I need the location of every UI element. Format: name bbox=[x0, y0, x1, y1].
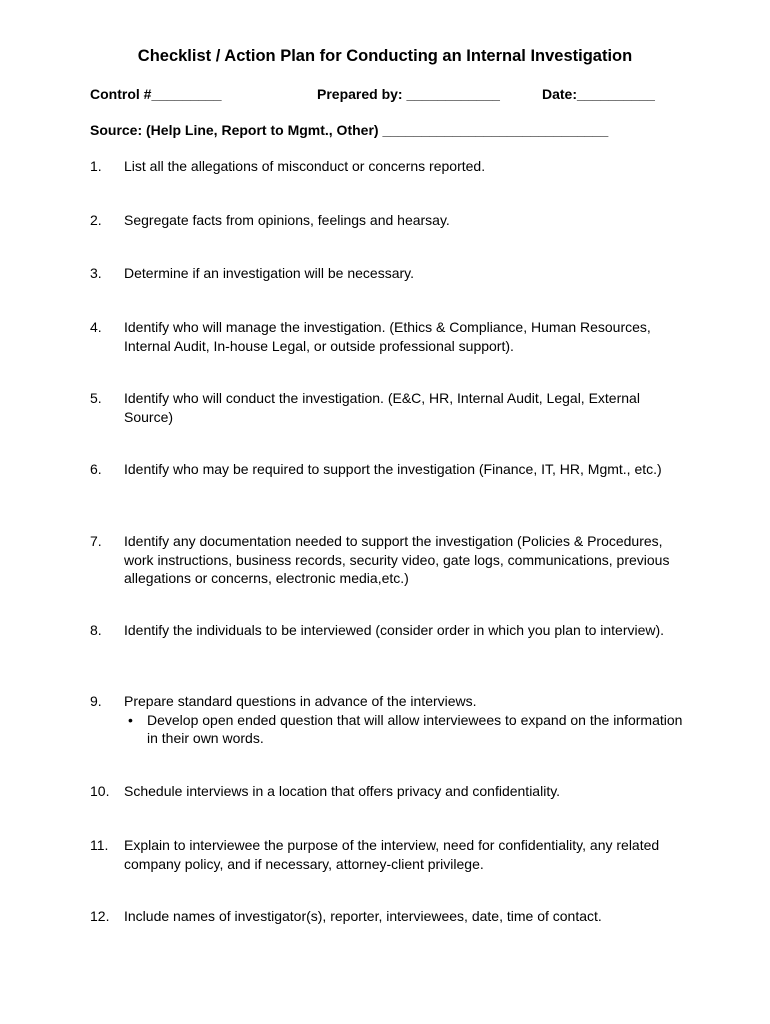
item-number: 4. bbox=[90, 319, 102, 335]
item-number: 3. bbox=[90, 265, 102, 281]
list-item bbox=[90, 389, 690, 426]
item-number: 1. bbox=[90, 158, 102, 174]
list-item bbox=[90, 211, 690, 230]
list-item bbox=[90, 907, 690, 926]
list-item bbox=[90, 460, 690, 479]
item-number: 9. bbox=[90, 693, 102, 709]
list-item bbox=[90, 836, 690, 873]
list-item bbox=[90, 318, 690, 355]
item-text: Prepare standard questions in advance of the interviews. bbox=[124, 693, 477, 709]
control-number-field: Control #_________ bbox=[90, 86, 222, 102]
bullet-icon: • bbox=[128, 711, 133, 728]
item-number: 10. bbox=[90, 783, 110, 799]
list-item bbox=[90, 532, 690, 588]
item-text: Schedule interviews in a location that offers privacy and confidentiality. bbox=[124, 783, 561, 799]
bullet-list bbox=[124, 711, 690, 748]
page-title: Checklist / Action Plan for Conducting an Internal Investigation bbox=[137, 47, 633, 65]
source-field: Source: (Help Line, Report to Mgmt., Other) _____________________________ bbox=[90, 122, 609, 138]
list-item bbox=[90, 157, 690, 176]
item-text: Identify who will manage the investigation. (Ethics & Compliance, Human Resources, Internal Audit, In-house Legal, or outside professional support). bbox=[124, 319, 651, 354]
item-text: Identify who may be required to support the investigation (Finance, IT, HR, Mgmt., etc.) bbox=[124, 461, 662, 477]
item-number: 5. bbox=[90, 390, 102, 406]
list-item bbox=[90, 264, 690, 283]
item-text: Segregate facts from opinions, feelings and hearsay. bbox=[124, 212, 450, 228]
item-number: 6. bbox=[90, 461, 102, 477]
item-number: 2. bbox=[90, 212, 102, 228]
list-item bbox=[90, 621, 690, 640]
list-item bbox=[90, 692, 690, 748]
item-text: Identify the individuals to be interviewed (consider order in which you plan to interview). bbox=[124, 622, 665, 638]
item-number: 8. bbox=[90, 622, 102, 638]
list-item bbox=[90, 782, 690, 801]
item-text: Include names of investigator(s), reporter, interviewees, date, time of contact. bbox=[124, 908, 602, 924]
prepared-by-field: Prepared by: ____________ bbox=[317, 86, 500, 102]
item-number: 11. bbox=[90, 837, 109, 853]
item-text: Identify any documentation needed to support the investigation (Policies & Procedures, work instructions, business records, security video, gate logs, communications, previous allegations or concerns, electronic media,etc.) bbox=[124, 533, 670, 586]
bullet-item bbox=[124, 711, 690, 748]
date-field: Date:__________ bbox=[542, 86, 655, 102]
item-text: List all the allegations of misconduct or concerns reported. bbox=[124, 158, 486, 174]
item-text: Explain to interviewee the purpose of the interview, need for confidentiality, any related company policy, and if necessary, attorney-client privilege. bbox=[124, 837, 660, 872]
item-number: 12. bbox=[90, 908, 110, 924]
bullet-text: Develop open ended question that will allow interviewees to expand on the information in their own words. bbox=[147, 711, 683, 746]
item-text: Identify who will conduct the investigation. (E&C, HR, Internal Audit, Legal, External Source) bbox=[124, 390, 640, 425]
item-number: 7. bbox=[90, 533, 102, 549]
item-text: Determine if an investigation will be necessary. bbox=[124, 265, 414, 281]
